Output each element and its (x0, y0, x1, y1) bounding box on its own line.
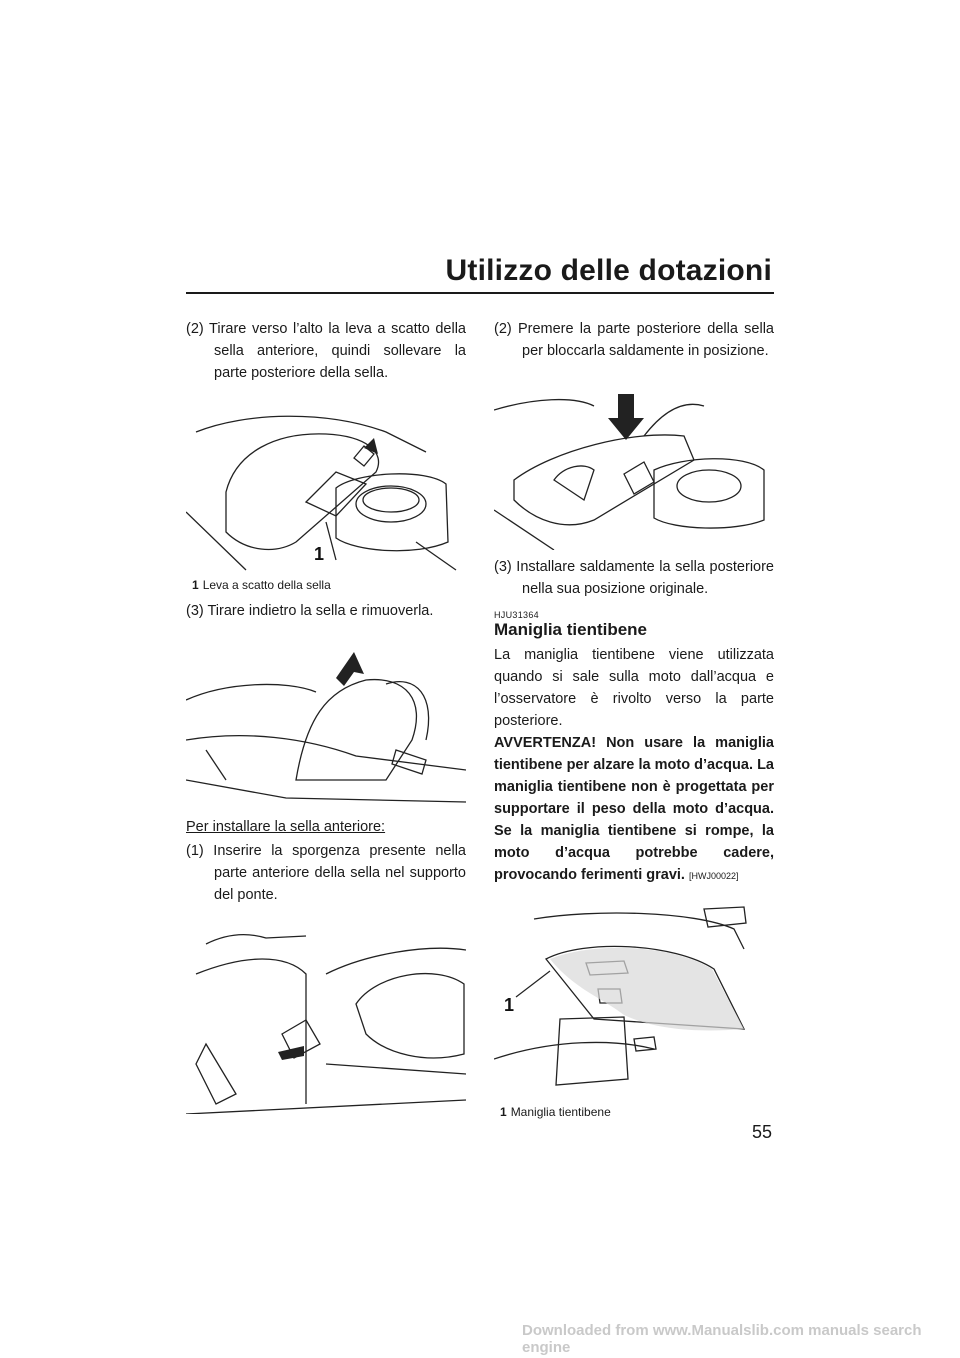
section-code: HJU31364 (494, 610, 539, 620)
figure-caption (500, 1105, 774, 1119)
install-front-seat-heading: Per installare la sella anteriore: (186, 819, 386, 835)
page-number: 55 (751, 1122, 772, 1142)
left-column (186, 318, 466, 1120)
caption-number: 1 (500, 1105, 507, 1119)
figure-caption (192, 578, 466, 592)
right-column (494, 318, 774, 1127)
warning-code: [HWJ00022] (689, 871, 739, 881)
title-divider (186, 292, 774, 294)
install-step-1: (1) Inserire la sporgenza presente nella parte anteriore della sella nel supporto del ponte. (186, 843, 466, 903)
section-heading-handle: Maniglia tientibene (494, 620, 648, 639)
caption-number: 1 (192, 578, 199, 592)
figure-callout-label: 1 (314, 544, 325, 564)
step-3-install-rear-seat: (3) Installare saldamente la sella posteriore nella sua posizione originale. (494, 559, 774, 597)
warning-body: AVVERTENZA! Non usare la maniglia tientibene per alzare la moto d’acqua. La maniglia tientibene non è progettata per supportare il peso della moto d’acqua. Se la maniglia tientibene si rompe, la moto d’acqua potrebbe cadere, provocando ferimenti gravi. (494, 735, 774, 883)
step-3-remove-seat: (3) Tirare indietro la sella e rimuoverla. (186, 603, 434, 619)
caption-text: Maniglia tientibene (510, 1105, 611, 1119)
footer-watermark: Downloaded from www.Manualslib.com manuals search engine (522, 1322, 922, 1356)
section-body: La maniglia tientibene viene utilizzata quando si sale sulla moto dall’acqua e l’osservatore è rivolto verso la parte posteriore. (494, 647, 774, 729)
figure-install-seat (186, 914, 466, 1114)
warning-text (494, 732, 774, 887)
figure-remove-seat (186, 630, 466, 810)
figure-callout-label: 1 (504, 995, 515, 1015)
page-title: Utilizzo delle dotazioni (445, 254, 772, 287)
figure-seat-lever (186, 392, 466, 572)
caption-text: Leva a scatto della sella (202, 578, 331, 592)
figure-grab-handle (494, 899, 774, 1099)
step-2-press-seat: (2) Premere la parte posteriore della sella per bloccarla saldamente in posizione. (494, 321, 774, 359)
figure-press-seat (494, 370, 774, 550)
step-2-release-lever: (2) Tirare verso l’alto la leva a scatto della sella anteriore, quindi sollevare la parte posteriore della sella. (186, 321, 466, 381)
